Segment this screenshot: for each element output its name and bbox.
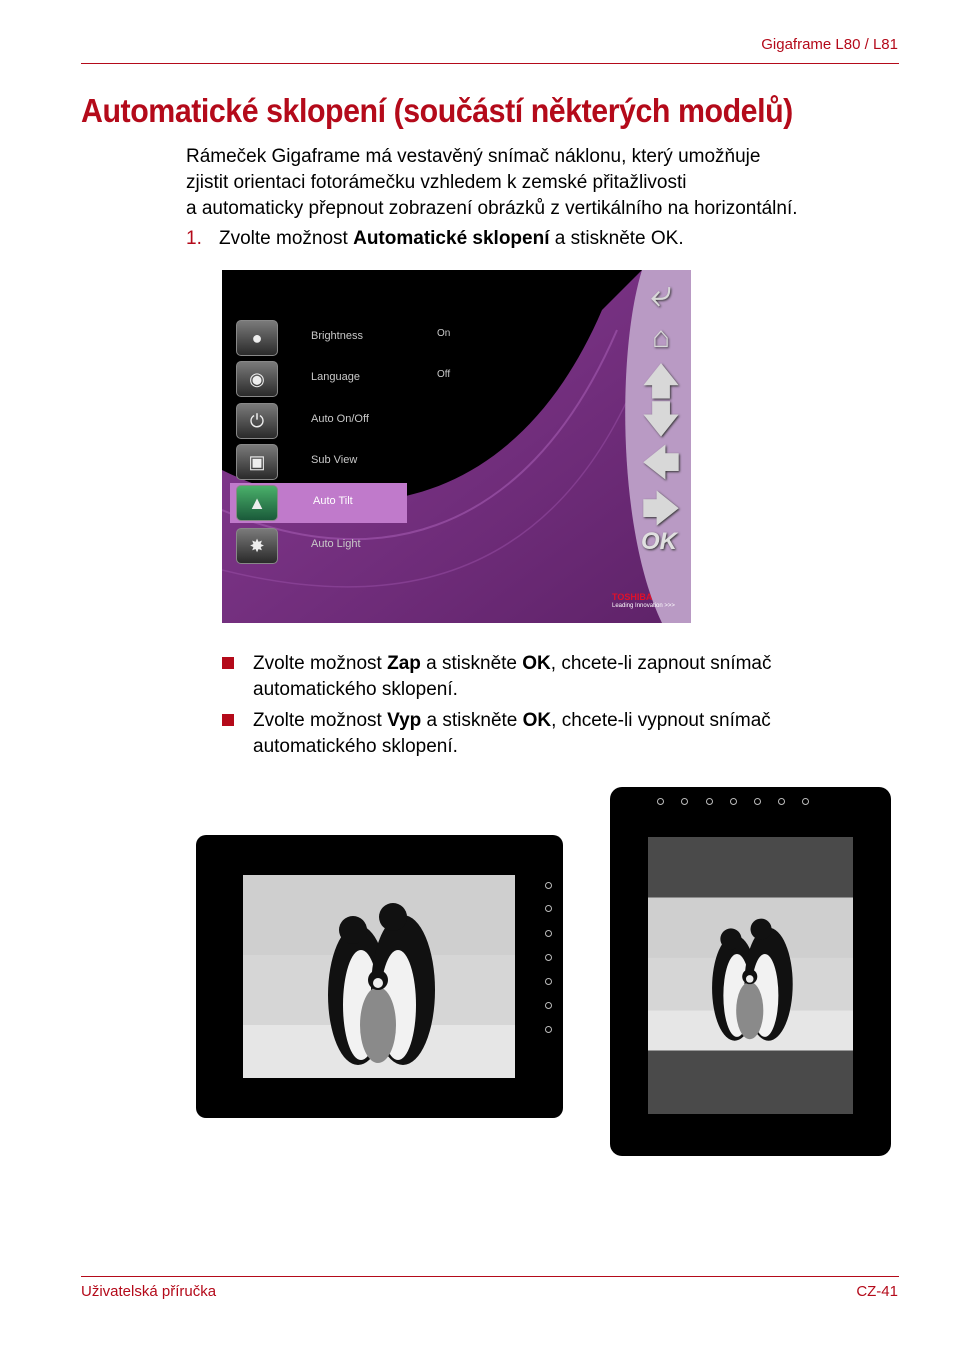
bullet-text-line2: automatického sklopení. [253,679,458,700]
page-title: Automatické sklopení (součástí některých modelů) [81,92,793,129]
menu-item-auto-light[interactable] [222,526,407,566]
frame-landscape [196,835,563,1118]
header-rule [81,63,899,64]
menu-item-auto-tilt[interactable] [230,483,407,523]
brand-logo: TOSHIBA [612,592,653,602]
ok-button[interactable]: OK [641,528,677,555]
menu-item-value: On [437,328,451,339]
step-text-pre: Zvolte možnost [219,228,354,249]
back-arrow-icon[interactable]: ⤶ [650,273,672,315]
menu-item-label: Auto On/Off [311,413,369,425]
bullet-text: a stiskněte [421,710,523,731]
settings-menu-screenshot [222,270,691,623]
intro-line: a automaticky přepnout zobrazení obrázků z vertikálního na horizontální. [186,198,798,219]
intro-paragraph [186,144,906,222]
frame-button-dot [778,798,785,805]
frame-button-dot [657,798,664,805]
penguin-photo [243,875,515,1078]
frame-button-dot [545,930,552,937]
step-1 [186,228,684,250]
auto-tilt-icon: ▲ [236,485,278,521]
footer-rule [81,1276,899,1277]
bullet-square [222,714,234,726]
menu-item-label: Auto Light [311,538,361,550]
bullet-bold-ok: OK [522,653,551,674]
menu-item-brightness[interactable] [222,318,451,358]
bullet-text: Zvolte možnost [253,710,388,731]
bullet-text: , chcete-li zapnout snímač [550,653,772,674]
step-text-bold: Automatické sklopení [353,228,550,249]
frame-button-dot [545,1026,552,1033]
bullet-bold-option: Zap [387,653,421,674]
frame-button-dot [754,798,761,805]
frame-button-dot [681,798,688,805]
bullet-text: a stiskněte [420,653,523,674]
frame-button-dot [802,798,809,805]
bullet-bold-option: Vyp [387,710,422,731]
frame-button-dot [545,954,552,961]
footer-manual-title: Uživatelská příručka [81,1283,217,1300]
menu-item-label: Auto Tilt [313,495,353,507]
frame-button-dot [706,798,713,805]
penguin-image-small [648,897,853,1051]
penguin-image [243,875,515,1078]
page-number: CZ-41 [856,1283,898,1300]
menu-item-value: Off [437,369,451,380]
menu-item-label: Language [311,371,360,383]
arrow-up-icon[interactable]: 🡅 [641,361,681,403]
bullet-text-line2: automatického sklopení. [253,736,458,757]
lightbulb-icon: ● [236,320,278,356]
arrow-down-icon[interactable]: 🡇 [641,399,681,441]
home-icon[interactable]: ⌂ [651,321,671,354]
frame-button-dot [545,1002,552,1009]
step-text-post: a stiskněte OK. [549,228,684,249]
frame-portrait [610,787,891,1156]
arrow-right-icon[interactable]: 🡆 [641,489,681,531]
frame-button-dot [545,905,552,912]
bullet-bold-ok: OK [522,710,552,731]
brand-tagline: Leading Innovation >>> [612,603,675,609]
auto-light-icon: ✸ [236,528,278,564]
frame-button-dot [730,798,737,805]
menu-item-label: Sub View [311,454,358,466]
bullet-on [222,651,882,703]
frame-button-dot [545,978,552,985]
bullet-square [222,657,234,669]
menu-item-label: Brightness [311,330,363,342]
intro-line: zjistit orientaci fotorámečku vzhledem k zemské přitažlivosti [186,172,687,193]
portrait-screen [648,837,853,1114]
sub-view-icon: ▣ [236,444,278,480]
menu-item-auto-on-off[interactable] [222,401,407,441]
bullet-off [222,708,882,760]
step-number: 1. [186,228,202,249]
frame-button-dot [545,882,552,889]
menu-nav-sidebar [627,270,691,623]
bullet-text: Zvolte možnost [253,653,388,674]
arrow-left-icon[interactable]: 🡄 [641,443,681,485]
bullet-text: , chcete-li vypnout snímač [551,710,771,731]
globe-icon: ◉ [236,361,278,397]
power-icon: ⏻ [236,403,278,439]
menu-item-language[interactable] [222,359,451,399]
menu-item-sub-view[interactable] [222,442,407,482]
intro-line: Rámeček Gigaframe má vestavěný snímač náklonu, který umožňuje [186,146,761,167]
header-product: Gigaframe L80 / L81 [761,36,898,53]
